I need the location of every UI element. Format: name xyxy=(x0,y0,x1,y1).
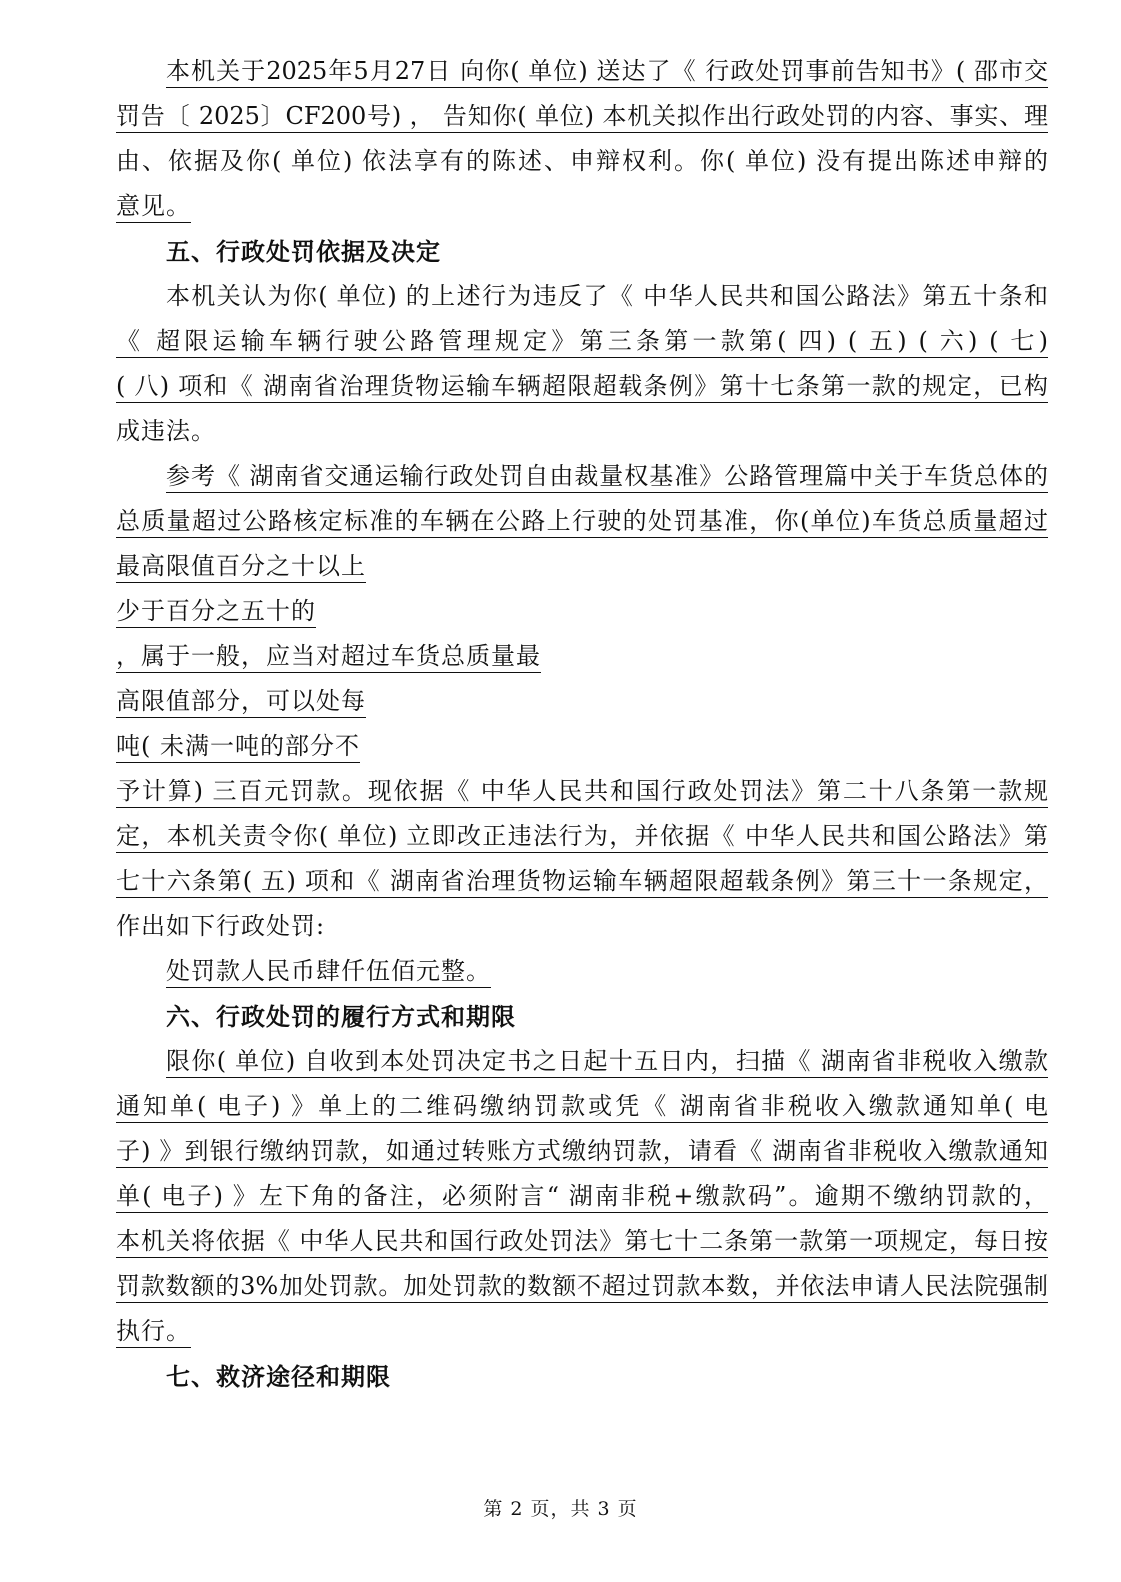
section5-p2-line-7: 吨( 未满一吨的部分不 xyxy=(116,724,360,769)
notice-line-3: 由、依据及你( 单位) 依法享有的陈述、申辩权利。你( 单位) 没有提出陈述申辩的 xyxy=(116,147,1048,175)
section5-p1-line-2: 《 超限运输车辆行驶公路管理规定》第三条第一款第( 四) ( 五) ( 六) ( 七) xyxy=(116,319,1048,364)
section5-p2-line-5: ，属于一般，应当对超过车货总质量最 xyxy=(116,634,541,679)
section6-line-3: 子) 》到银行缴纳罚款，如通过转账方式缴纳罚款，请看《 湖南省非税收入缴款通知 xyxy=(116,1129,1048,1174)
section5-p2-line-10: 七十六条第( 五) 项和《 湖南省治理货物运输车辆超限超载条例》第三十一条规定， xyxy=(116,859,1048,904)
notice-line-1: 本机关于2025年5月27日 向你( 单位) 送达了《 行政处罚事前告知书》( 邵市交 xyxy=(166,49,1048,94)
section5-p1-line-3: ( 八) 项和《 湖南省治理货物运输车辆超限超载条例》第十七条第一款的规定，已构 xyxy=(116,364,1048,409)
section6-line-6: 罚款数额的3%加处罚款。加处罚款的数额不超过罚款本数，并依法申请人民法院强制 xyxy=(116,1264,1048,1309)
section6-line-2: 通知单( 电子) 》单上的二维码缴纳罚款或凭《 湖南省非税收入缴款通知单( 电 xyxy=(116,1084,1048,1129)
notice-line-4: 意见。 xyxy=(116,184,191,229)
notice-line-2: 罚告〔 2025〕CF200号) ， 告知你( 单位) 本机关拟作出行政处罚的内容、事实、理 xyxy=(116,94,1048,139)
section6-line-7: 执行。 xyxy=(116,1309,191,1354)
section5-p2-line-8: 予计算) 三百元罚款。现依据《 中华人民共和国行政处罚法》第二十八条第一款规 xyxy=(116,769,1048,814)
section5-p2-line-6: 高限值部分，可以处每 xyxy=(116,679,366,724)
section5-p2-line-3: 最高限值百分之十以上 xyxy=(116,544,366,589)
section5-heading: 五、行政处罚依据及决定 xyxy=(166,237,441,266)
section5-p2-line-11: 作出如下行政处罚: xyxy=(116,912,326,940)
penalty-amount: 处罚款人民币肆仟伍佰元整。 xyxy=(166,949,491,994)
section5-p1-line-4: 成违法。 xyxy=(116,417,216,445)
page-number: 第 2 页，共 3 页 xyxy=(483,1498,638,1520)
section5-p2-line-1: 参考《 湖南省交通运输行政处罚自由裁量权基准》公路管理篇中关于车货总体的 xyxy=(166,454,1048,499)
section6-heading: 六、行政处罚的履行方式和期限 xyxy=(166,1002,516,1031)
section5-p2-line-2: 总质量超过公路核定标准的车辆在公路上行驶的处罚基准，你(单位)车货总质量超过 xyxy=(116,499,1048,544)
section5-p2-line-9: 定，本机关责令你( 单位) 立即改正违法行为，并依据《 中华人民共和国公路法》第 xyxy=(116,814,1048,859)
section5-p2-line-4: 少于百分之五十的 xyxy=(116,589,316,634)
section6-line-4: 单( 电子) 》左下角的备注，必须附言“ 湖南非税+缴款码”。逾期不缴纳罚款的， xyxy=(116,1174,1048,1219)
section6-line-1: 限你( 单位) 自收到本处罚决定书之日起十五日内，扫描《 湖南省非税收入缴款 xyxy=(166,1039,1048,1084)
section5-p1-line-1: 本机关认为你( 单位) 的上述行为违反了《 中华人民共和国公路法》第五十条和 xyxy=(166,282,1048,310)
section6-line-5: 本机关将依据《 中华人民共和国行政处罚法》第七十二条第一款第一项规定，每日按 xyxy=(116,1219,1048,1264)
section7-heading: 七、救济途径和期限 xyxy=(166,1362,391,1391)
